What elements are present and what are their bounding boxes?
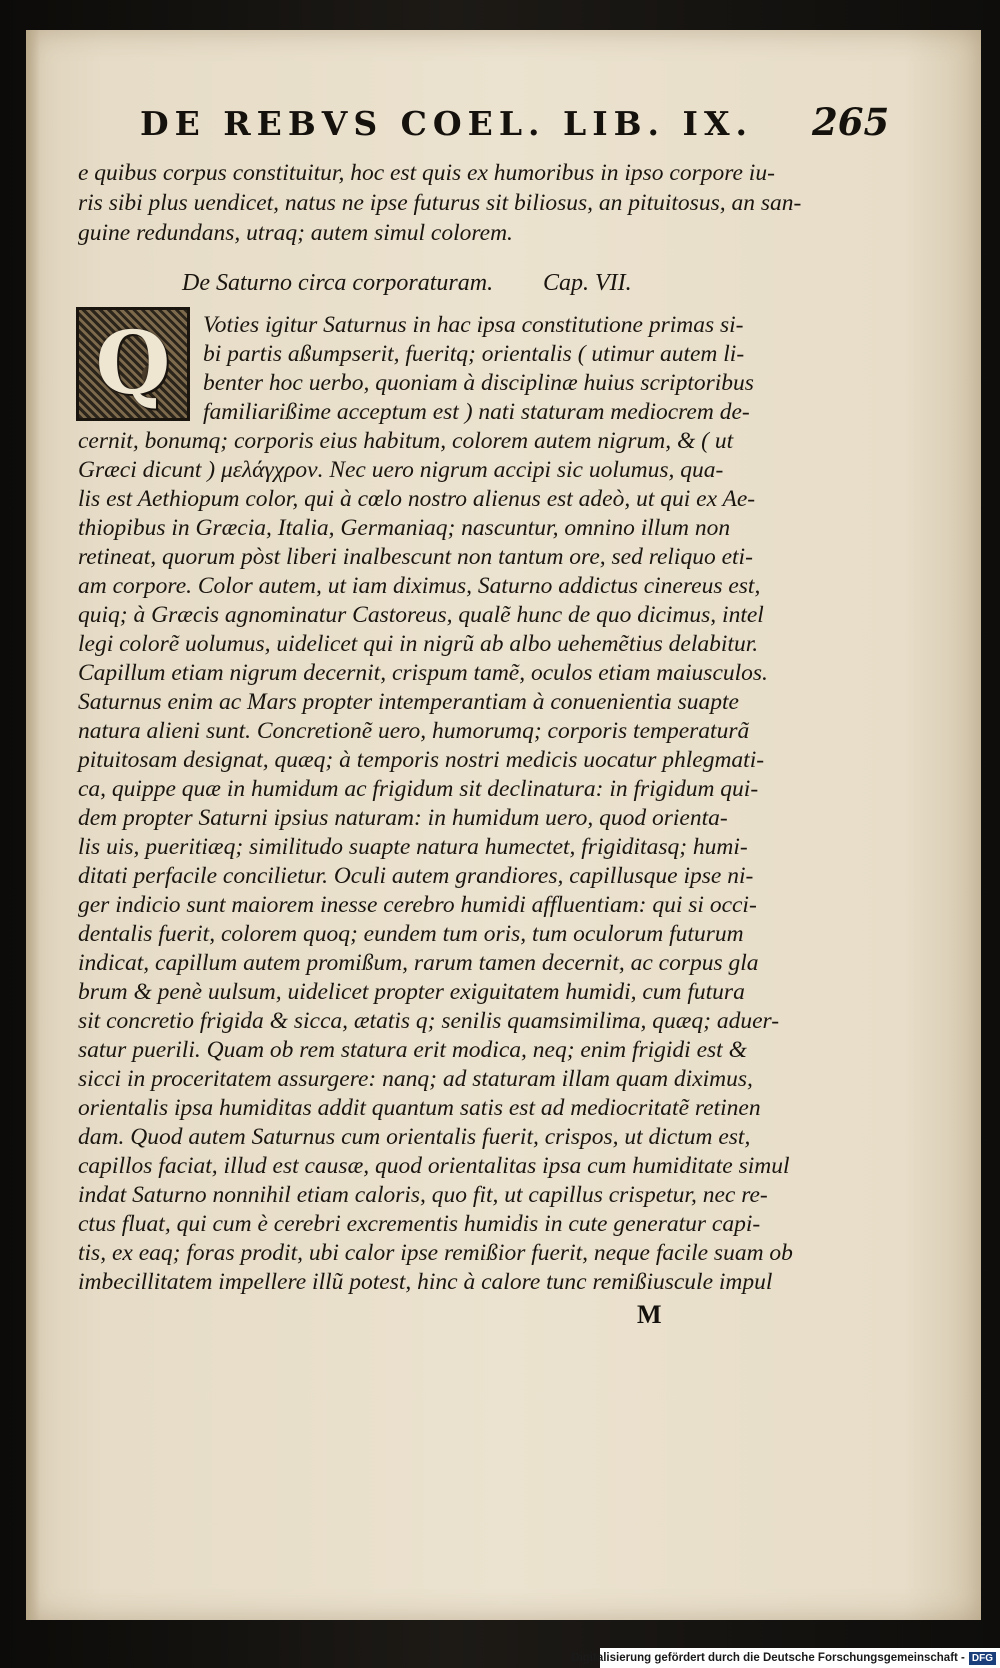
decorated-initial — [76, 307, 190, 421]
body-line: tis, ex eaq; foras prodit, ubi calor ipse remißior fuerit, neque facile suam ob — [78, 1240, 793, 1266]
body-line: Saturnus enim ac Mars propter intemperantiam à conuenientia suapte — [78, 689, 739, 715]
body-line: satur puerili. Quam ob rem statura erit modica, neq; enim frigidi est & — [78, 1037, 747, 1063]
intro-line: guine redundans, utraq; autem simul colorem. — [78, 220, 513, 246]
footer-credit — [571, 1648, 1000, 1668]
body-line: cernit, bonumq; corporis eius habitum, colorem autem nigrum, & ( ut — [78, 428, 734, 454]
body-line: retineat, quorum pòst liberi inalbescunt non tantum ore, sed reliquo eti- — [78, 544, 753, 570]
body-line: benter hoc uerbo, quoniam à disciplinæ huius scriptoribus — [203, 370, 754, 396]
body-line: imbecillitatem impellere illũ potest, hinc à calore tunc remißiuscule impul — [78, 1269, 773, 1295]
body-line: Græci dicunt ) μελάγχρον. Nec uero nigrum accipi sic uolumus, qua- — [78, 457, 724, 483]
body-line: lis uis, pueritiæq; similitudo suapte natura humectet, frigiditasq; humi- — [78, 834, 748, 860]
body-line: am corpore. Color autem, ut iam diximus, Saturno addictus cinereus est, — [78, 573, 761, 599]
body-line: Voties igitur Saturnus in hac ipsa constitutione primas si- — [203, 312, 744, 338]
body-line: capillos faciat, illud est causæ, quod orientalitas ipsa cum humiditate simul — [78, 1153, 790, 1179]
running-head — [112, 100, 912, 150]
body-line: indicat, capillum autem promißum, rarum tamen decernit, ac corpus gla — [78, 950, 759, 976]
body-line: sicci in proceritatem assurgere: nanq; ad staturam illam quam diximus, — [78, 1066, 753, 1092]
body-line: quiq; à Græcis agnominatur Castoreus, qualẽ hunc de quo dicimus, intel — [78, 602, 764, 628]
body-line: pituitosam designat, quæq; à temporis nostri medicis uocatur phlegmati- — [78, 747, 765, 773]
body-line: dam. Quod autem Saturnus cum orientalis fuerit, crispos, ut dictum est, — [78, 1124, 751, 1150]
running-head-title: DE REBVS COEL. LIB. IX. — [140, 104, 754, 143]
body-line: ger indicio sunt maiorem inesse cerebro humidi affluentiam: qui si occi- — [78, 892, 757, 918]
body-line: dem propter Saturni ipsius naturam: in humidum uero, quod orienta- — [78, 805, 728, 831]
body-line: legi colorẽ uolumus, uidelicet qui in nigrũ ab albo uehemẽtius delabitur. — [78, 631, 759, 657]
body-line: indat Saturno nonnihil etiam caloris, quo fit, ut capillus crispetur, nec re- — [78, 1182, 768, 1208]
body-line: ca, quippe quæ in humidum ac frigidum sit declinatura: in frigidum qui- — [78, 776, 759, 802]
chapter-title: De Saturno circa corporaturam. — [182, 270, 494, 296]
initial-letter: Q — [95, 313, 171, 414]
body-line: thiopibus in Græcia, Italia, Germaniaq; nascuntur, omnino illum non — [78, 515, 731, 541]
body-line: ditati perfacile concilietur. Oculi autem grandiores, capillusque ipse ni- — [78, 863, 754, 889]
body-line: lis est Aethiopum color, qui à cœlo nostro alienus est adeò, ut qui ex Ae- — [78, 486, 756, 512]
page-number: 265 — [812, 100, 890, 144]
intro-line: ris sibi plus uendicet, natus ne ipse futurus sit biliosus, an pituitosus, an san- — [78, 190, 802, 216]
body-line: familiarißime acceptum est ) nati staturam mediocrem de- — [203, 399, 750, 425]
body-line: Capillum etiam nigrum decernit, crispum tamẽ, oculos etiam maiusculos. — [78, 660, 768, 686]
body-line: natura alieni sunt. Concretionẽ uero, humorumq; corporis temperaturã — [78, 718, 750, 744]
body-line: sit concretio frigida & sicca, ætatis q; senilis quamsimilima, quæq; aduer- — [78, 1008, 780, 1034]
footer-text: Digitalisierung gefördert durch die Deutsche Forschungsgemeinschaft - — [571, 1652, 965, 1664]
body-line: dentalis fuerit, colorem quoq; eundem tum oris, tum oculorum futurum — [78, 921, 744, 947]
body-line: bi partis aßumpserit, fueritq; orientalis ( utimur autem li- — [203, 341, 745, 367]
chapter-number: Cap. VII. — [543, 270, 632, 296]
body-line: orientalis ipsa humiditas addit quantum satis est ad mediocritatẽ retinen — [78, 1095, 761, 1121]
body-line: brum & penè uulsum, uidelicet propter exiguitatem humidi, cum futura — [78, 979, 745, 1005]
signature-mark: M — [637, 1300, 662, 1329]
page-gutter-shadow — [26, 30, 40, 1620]
body-line: ctus fluat, qui cum è cerebri excrementis humidis in cute generatur capi- — [78, 1211, 761, 1237]
dfg-logo: DFG — [969, 1652, 996, 1665]
intro-line: e quibus corpus constituitur, hoc est quis ex humoribus in ipso corpore iu- — [78, 160, 775, 186]
